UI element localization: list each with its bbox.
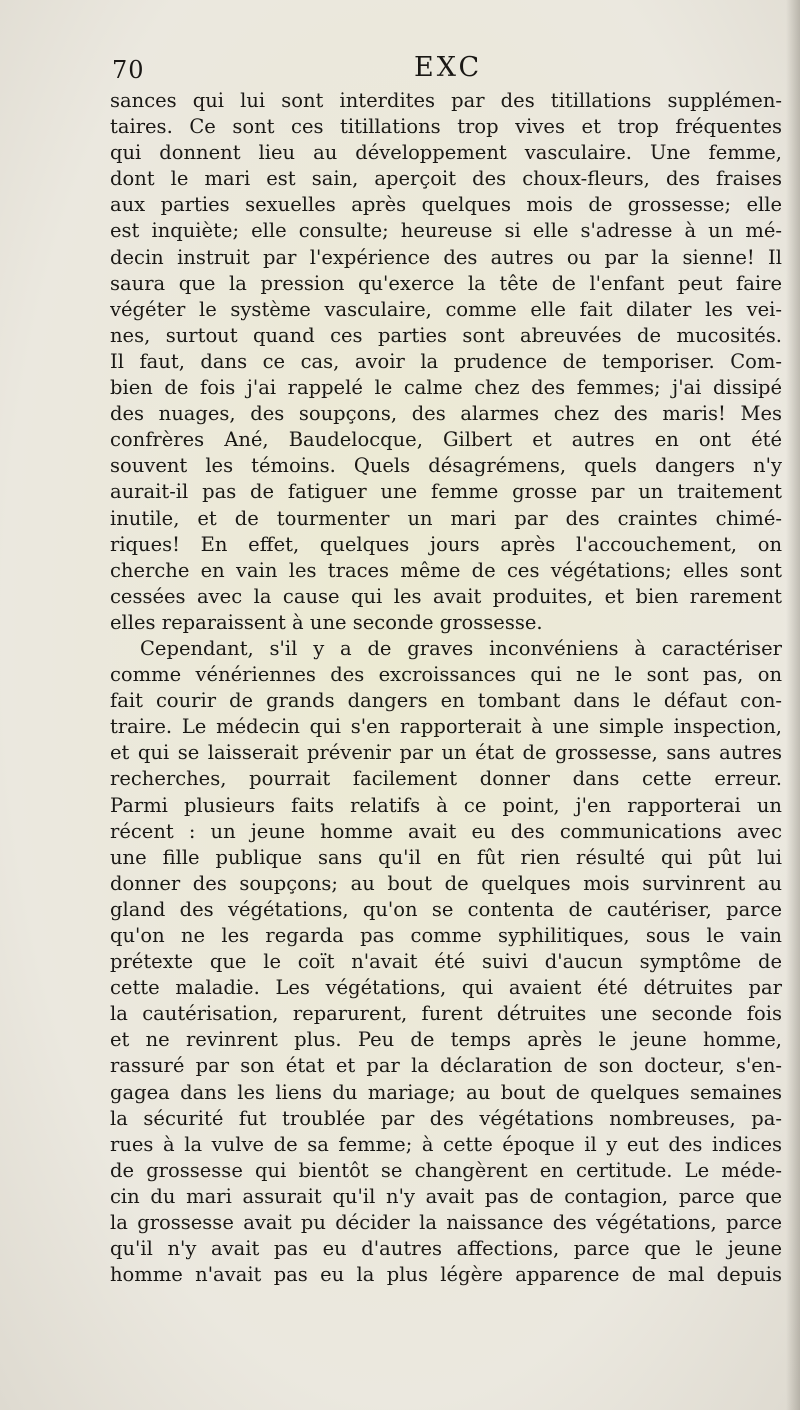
page-header — [112, 52, 782, 88]
text-line: cette maladie. Les végétations, qui avaient été détruites par — [110, 976, 782, 1000]
text-line: qu'on ne les regarda pas comme syphilitiques, sous le vain — [110, 924, 782, 947]
text-line: aurait-il pas de fatiguer une femme grosse par un traitement — [110, 480, 782, 504]
text-line: la cautérisation, reparurent, furent détruites une seconde fois — [110, 1002, 782, 1026]
text-line: souvent les témoins. Quels désagrémens, quels dangers n'y — [110, 454, 782, 478]
text-line: récent : un jeune homme avait eu des communications avec — [110, 819, 782, 843]
text-line: bien de fois j'ai rappelé le calme chez des femmes; j'ai dissipé — [110, 376, 782, 400]
text-line: recherches, pourrait facilement donner dans cette erreur. — [110, 767, 782, 791]
text-line: homme n'avait pas eu la plus légère apparence de mal depuis — [110, 1263, 782, 1287]
text-line: riques! En effet, quelques jours après l'accouchement, on — [110, 532, 782, 556]
text-line: cessées avec la cause qui les avait produites, et bien rarement — [110, 584, 782, 608]
text-line: gland des végétations, qu'on se contenta de cautériser, parce — [110, 897, 782, 921]
running-head: EXC — [414, 52, 483, 83]
text-line: aux parties sexuelles après quelques mois de grossesse; elle — [110, 193, 782, 217]
text-line: cherche en vain les traces même de ces végétations; elles sont — [110, 558, 782, 582]
text-line: rassuré par son état et par la déclaration de son docteur, s'en- — [110, 1054, 782, 1078]
text-line: qui donnent lieu au développement vasculaire. Une femme, — [110, 141, 782, 165]
text-line: decin instruit par l'expérience des autres ou par la sienne! Il — [110, 245, 782, 269]
text-line: la grossesse avait pu décider la naissance des végétations, parce — [110, 1211, 782, 1235]
page-number: 70 — [112, 56, 145, 84]
text-line: nes, surtout quand ces parties sont abreuvées de mucosités. — [110, 323, 782, 347]
text-line: et ne revinrent plus. Peu de temps après le jeune homme, — [110, 1028, 782, 1052]
text-line: dont le mari est sain, aperçoit des choux-fleurs, des fraises — [110, 167, 782, 191]
text-line: sances qui lui sont interdites par des titillations supplémen- — [110, 89, 782, 112]
text-line: Parmi plusieurs faits relatifs à ce point, j'en rapporterai un — [110, 793, 782, 817]
paragraph-end-line: elles reparaissent à une seconde grossesse. — [110, 610, 543, 634]
text-line: qu'il n'y avait pas eu d'autres affections, parce que le jeune — [110, 1237, 782, 1261]
text-line: est inquiète; elle consulte; heureuse si elle s'adresse à un mé- — [110, 219, 782, 243]
text-line: rues à la vulve de sa femme; à cette époque il y eut des indices — [110, 1132, 782, 1156]
text-line: gagea dans les liens du mariage; au bout de quelques semaines — [110, 1080, 782, 1104]
text-line: des nuages, des soupçons, des alarmes chez des maris! Mes — [110, 402, 782, 426]
paragraph-start-line: Cependant, s'il y a de graves inconvéniens à caractériser — [140, 636, 782, 660]
text-line: comme vénériennes des excroissances qui ne le sont pas, on — [110, 663, 782, 687]
text-line: prétexte que le coït n'avait été suivi d'aucun symptôme de — [110, 950, 782, 974]
text-line: de grossesse qui bientôt se changèrent en certitude. Le méde- — [110, 1158, 782, 1182]
text-line: donner des soupçons; au bout de quelques mois survinrent au — [110, 871, 782, 895]
text-line: une fille publique sans qu'il en fût rien résulté qui pût lui — [110, 845, 782, 869]
page-edge-shadow — [786, 0, 800, 1410]
text-line: inutile, et de tourmenter un mari par des craintes chimé- — [110, 506, 782, 530]
text-line: confrères Ané, Baudelocque, Gilbert et autres en ont été — [110, 428, 782, 452]
text-line: la sécurité fut troublée par des végétations nombreuses, pa- — [110, 1106, 782, 1130]
text-line: saura que la pression qu'exerce la tête de l'enfant peut faire — [110, 271, 782, 295]
text-line: traire. Le médecin qui s'en rapporterait à une simple inspection, — [110, 715, 782, 739]
text-line: Il faut, dans ce cas, avoir la prudence de temporiser. Com- — [110, 349, 782, 373]
body-text — [110, 88, 782, 1288]
text-line: taires. Ce sont ces titillations trop vives et trop fréquentes — [110, 115, 782, 139]
text-line: cin du mari assurait qu'il n'y avait pas de contagion, parce que — [110, 1184, 782, 1208]
text-line: et qui se laisserait prévenir par un état de grossesse, sans autres — [110, 741, 782, 765]
text-line: végéter le système vasculaire, comme elle fait dilater les vei- — [110, 297, 782, 321]
text-line: fait courir de grands dangers en tombant dans le défaut con- — [110, 689, 782, 713]
